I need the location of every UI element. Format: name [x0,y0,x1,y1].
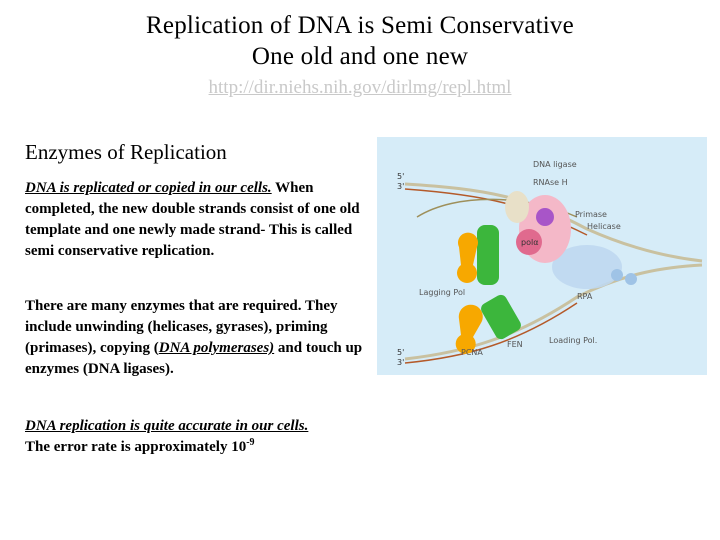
paragraph-3-lead: DNA replication is quite accurate in our cells. [25,418,309,434]
slide-title [0,10,720,72]
lagging-polymerase-shape [477,225,499,285]
pcna-top-shape [457,233,478,283]
label-loading-pol: Loading Pol. [549,336,598,345]
paragraph-2-part-a: There are many enzymes that are required. They include unwinding (helicases, gyrases), priming (primases), copying ( [25,298,338,356]
label-pol-alpha: polα [521,238,539,247]
replication-fork-diagram [377,137,707,375]
paragraph-1-lead: DNA is replicated or copied in our cells. [25,180,272,196]
source-link[interactable]: http://dir.niehs.nih.gov/dirlmg/repl.html [208,77,512,98]
error-rate-exponent: -9 [246,437,255,448]
paragraph-accuracy [25,416,375,458]
primase-subunit-shape [536,208,554,226]
label-lagging-pol: Lagging Pol [419,288,466,297]
title-line-2: One old and one new [251,43,469,70]
section-heading: Enzymes of Replication [25,140,227,164]
paragraph-replication [25,178,375,262]
label-rpa: RPA [577,292,593,301]
label-rnase-h: RNAse H [533,178,568,187]
label-3prime-top: 3' [397,182,405,191]
rnase-shape [505,191,529,223]
label-primase: Primase [575,210,607,219]
paragraph-3-body: The error rate is approximately 10 [25,439,247,455]
label-3prime-bottom: 3' [397,358,405,367]
rpa-blob [611,269,623,281]
paragraph-1-body: When completed, the new double strands consist of one old template and one newly made strand- This is called semi conservative replication. [25,180,360,259]
label-5prime-bottom: 5' [397,348,405,357]
paragraph-enzymes [25,296,375,380]
title-line-1: Replication of DNA is Semi Conservative [146,12,574,39]
pcna-bottom-shape [456,305,483,354]
label-helicase: Helicase [587,222,621,231]
paragraph-2-part-c: and touch up enzymes (DNA ligases). [25,340,363,377]
paragraph-2-part-b: DNA polymerases) [158,340,275,356]
loading-polymerase-shape [479,293,523,342]
label-pcna: PCNA [461,348,483,357]
label-dna-ligase: DNA ligase [533,160,577,169]
label-5prime-top: 5' [397,172,405,181]
rpa-blob [625,273,637,285]
label-fen: FEN [507,340,523,349]
replication-fork-svg [377,137,707,375]
